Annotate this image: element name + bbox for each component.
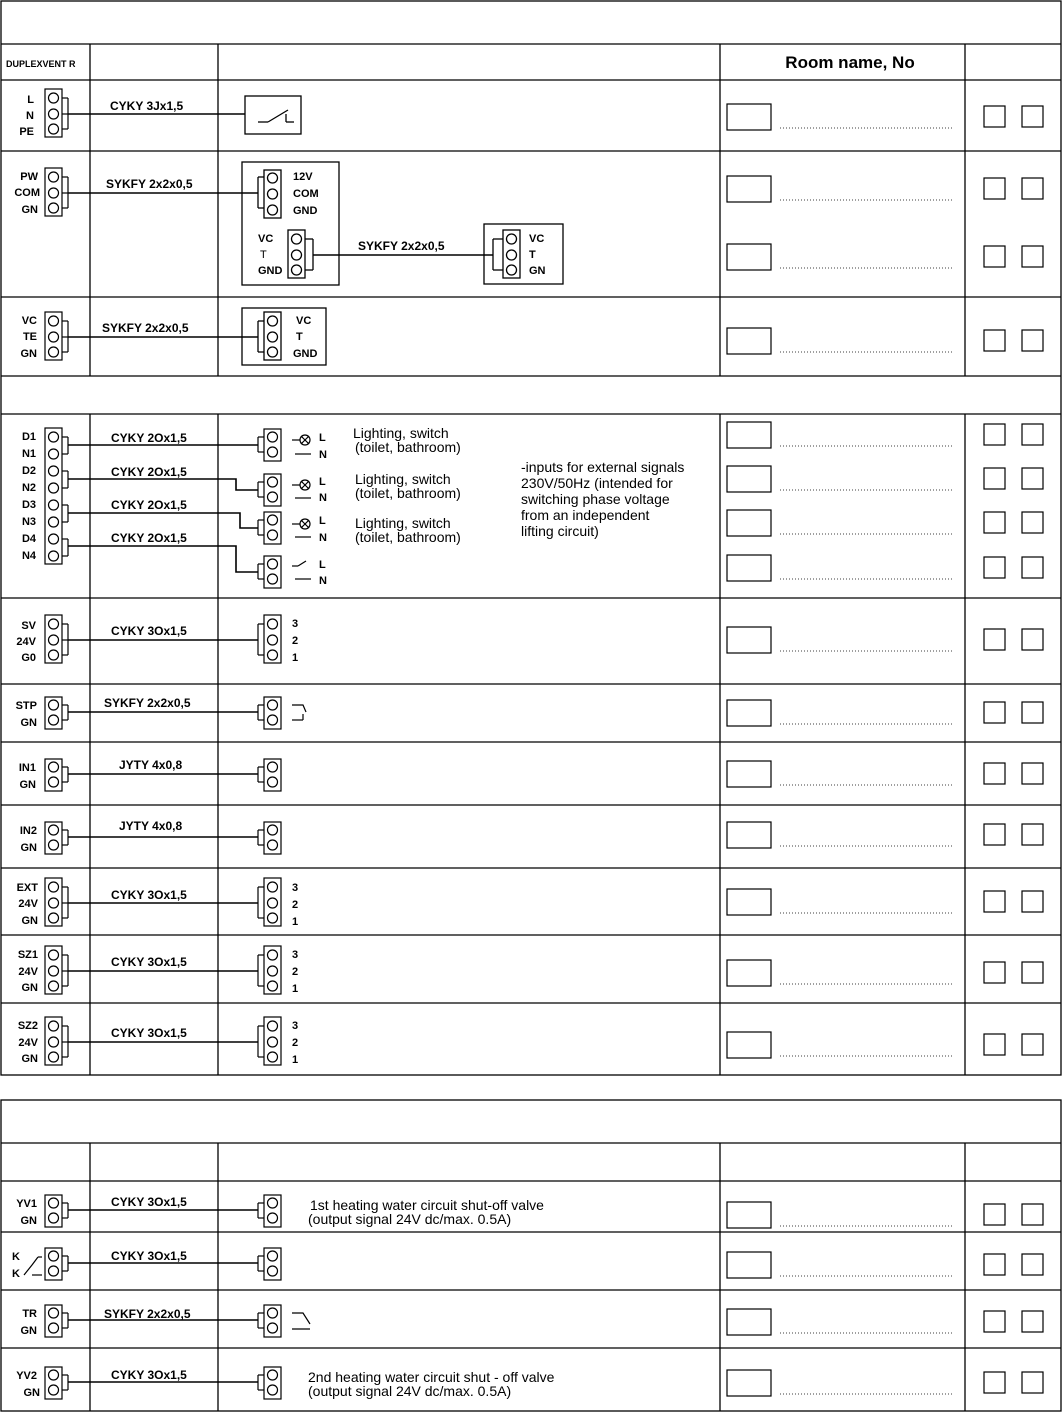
terminal-block-unit [45, 89, 245, 137]
cable-label: CYKY 3Ox1,5 [111, 888, 187, 902]
room-number-field[interactable] [727, 1202, 771, 1228]
terminal-label: IN2 [19, 825, 37, 837]
lamp-device-icon [258, 429, 311, 461]
device-terminal-label: 3 [292, 949, 299, 961]
terminal-label: SZ2 [17, 1020, 38, 1032]
checkbox[interactable] [1022, 1034, 1043, 1055]
unit-model-label: DUPLEXVENT R [6, 59, 76, 69]
cable-label: CYKY 2Ox1,5 [111, 531, 187, 545]
cable-label: CYKY 3Ox1,5 [111, 1026, 187, 1040]
checkbox[interactable] [984, 1254, 1005, 1275]
device-terminal-label: 2 [292, 1037, 299, 1049]
device-terminal-label: VC [296, 315, 312, 327]
checkbox[interactable] [1022, 246, 1043, 267]
device-terminal-label: 2 [292, 899, 299, 911]
checkbox[interactable] [984, 246, 1005, 267]
device-terminal-label: GN [529, 265, 546, 277]
terminal-label: N3 [21, 516, 36, 528]
lighting-note: Lighting, switch [355, 471, 451, 487]
room-number-field[interactable] [727, 466, 771, 492]
device-terminal-label: 1 [292, 652, 299, 664]
terminal-block-unit [45, 1017, 281, 1065]
checkbox[interactable] [1022, 763, 1043, 784]
device-terminal-label: 2 [292, 635, 299, 647]
checkbox[interactable] [1022, 824, 1043, 845]
inputs-note: 230V/50Hz (intended for [521, 475, 673, 491]
row-in2 [20, 819, 281, 854]
checkbox[interactable] [984, 702, 1005, 723]
lamp-terminal-label: N [319, 449, 327, 461]
lamp-terminal-label: L [319, 476, 326, 488]
checkbox[interactable] [1022, 512, 1043, 533]
room-number-field[interactable] [727, 328, 771, 354]
lighting-note: Lighting, switch [353, 425, 449, 441]
cable-label: CYKY 3Ox1,5 [111, 624, 187, 638]
terminal-label: L [27, 94, 34, 106]
device-terminal-label: 1 [292, 1054, 299, 1066]
lighting-note: Lighting, switch [355, 515, 451, 531]
row-sv [16, 615, 298, 664]
lamp-terminal-label: N [319, 575, 327, 587]
terminal-label: 24V [18, 966, 38, 978]
terminal-label: GN [21, 1053, 38, 1065]
terminal-label: D1 [21, 431, 36, 443]
checkbox[interactable] [984, 629, 1005, 650]
room-number-field[interactable] [727, 244, 771, 270]
row-power [19, 89, 301, 138]
checkbox[interactable] [984, 330, 1005, 351]
terminal-label: PW [20, 171, 38, 183]
checkbox[interactable] [1022, 330, 1043, 351]
terminal-label: 24V [16, 636, 36, 648]
device-terminal-label: 3 [292, 1020, 299, 1032]
cable-label: CYKY 3Ox1,5 [111, 1195, 187, 1209]
terminal-label: K [12, 1268, 20, 1280]
lighting-note: (toilet, bathroom) [355, 485, 461, 501]
cable-label: SYKFY 2x2x0,5 [358, 239, 445, 253]
device-terminal-label: GND [293, 348, 318, 360]
terminal-label: GN [20, 842, 37, 854]
valve-note: (output signal 24V dc/max. 0.5A) [308, 1211, 512, 1227]
device-terminal-label: T [529, 249, 536, 261]
cable-label: CYKY 3Ox1,5 [111, 1249, 187, 1263]
inputs-note: from an independent [521, 507, 650, 523]
terminal-label: GN [20, 717, 37, 729]
room-number-field[interactable] [727, 176, 771, 202]
cable-label: SYKFY 2x2x0,5 [106, 177, 193, 191]
checkbox[interactable] [984, 557, 1005, 578]
terminal-label: YV1 [16, 1198, 37, 1210]
terminal-label: GN [20, 348, 37, 360]
terminal-label: D3 [21, 499, 36, 511]
checkbox[interactable] [1022, 1254, 1043, 1275]
room-number-field[interactable] [727, 422, 771, 448]
form-fields [727, 104, 1043, 1396]
checkbox[interactable] [984, 1311, 1005, 1332]
row-yv1 [16, 1195, 544, 1227]
room-number-field[interactable] [727, 700, 771, 726]
terminal-label: GN [21, 982, 38, 994]
room-number-field[interactable] [727, 1032, 771, 1058]
room-number-field[interactable] [727, 960, 771, 986]
cable-label: CYKY 2Ox1,5 [111, 431, 187, 445]
terminal-label: STP [15, 700, 37, 712]
row-digital [22, 425, 684, 588]
inputs-note: lifting circuit) [521, 523, 599, 539]
checkbox[interactable] [1022, 468, 1043, 489]
terminal-block-unit [45, 878, 281, 926]
checkbox[interactable] [984, 763, 1005, 784]
lighting-note: (toilet, bathroom) [355, 529, 461, 545]
terminal-label: N2 [21, 482, 36, 494]
checkbox[interactable] [1022, 1204, 1043, 1225]
terminal-label: D4 [21, 533, 36, 545]
device-terminal-label: 3 [292, 618, 299, 630]
device-terminal-label: 1 [292, 983, 299, 995]
cable-label: SYKFY 2x2x0,5 [104, 696, 191, 710]
checkbox[interactable] [1022, 702, 1043, 723]
inputs-note: -inputs for external signals [521, 459, 685, 475]
device-terminal-label: 1 [292, 916, 299, 928]
checkbox[interactable] [984, 1204, 1005, 1225]
row-panel [14, 162, 563, 285]
terminal-block-unit [45, 168, 258, 216]
valve-note: (output signal 24V dc/max. 0.5A) [308, 1383, 512, 1399]
room-number-field[interactable] [727, 761, 771, 787]
row-temp [21, 308, 327, 365]
terminal-label: GN [20, 1215, 37, 1227]
terminal-label: VC [21, 315, 37, 327]
terminal-label: SV [21, 620, 36, 632]
device-terminal-label: T [296, 331, 303, 343]
terminal-label: N [26, 110, 34, 122]
checkbox[interactable] [984, 962, 1005, 983]
cable-label: CYKY 3Ox1,5 [111, 955, 187, 969]
checkbox[interactable] [1022, 1372, 1043, 1393]
terminal-label: 24V [18, 898, 38, 910]
device-terminal-label: 12V [293, 171, 313, 183]
device-terminal-label: 3 [292, 882, 299, 894]
checkbox[interactable] [984, 512, 1005, 533]
room-column-header: Room name, No [785, 53, 915, 72]
row-sz2 [18, 1017, 298, 1066]
row-ext [17, 878, 299, 928]
cable-label: JYTY 4x0,8 [119, 758, 183, 772]
cable-label: JYTY 4x0,8 [119, 819, 183, 833]
checkbox[interactable] [1022, 557, 1043, 578]
terminal-label: N1 [21, 448, 36, 460]
lamp-terminal-label: L [319, 559, 326, 571]
lamp-device-icon [258, 512, 311, 544]
switch-icon [245, 96, 301, 134]
terminal-label: GN [20, 1325, 37, 1337]
checkbox[interactable] [1022, 424, 1043, 445]
terminal-label: GN [23, 1387, 40, 1399]
row-stp [16, 696, 306, 729]
device-terminal-label: T [260, 249, 267, 261]
checkbox[interactable] [1022, 178, 1043, 199]
checkbox[interactable] [1022, 1311, 1043, 1332]
lamp-device-icon [258, 474, 311, 506]
cable-label: CYKY 2Ox1,5 [111, 465, 187, 479]
room-number-field[interactable] [727, 1309, 771, 1335]
room-number-field[interactable] [727, 1252, 771, 1278]
terminal-label: GN [21, 204, 38, 216]
device-terminal-label: COM [293, 188, 319, 200]
terminal-label: SZ1 [17, 949, 38, 961]
cable-label: CYKY 3Jx1,5 [110, 99, 184, 113]
room-number-field[interactable] [727, 1370, 771, 1396]
room-number-field[interactable] [727, 822, 771, 848]
terminal-label: TE [22, 331, 37, 343]
terminal-block-unit [45, 312, 258, 360]
checkbox[interactable] [984, 1034, 1005, 1055]
device-terminal-label: VC [258, 233, 274, 245]
device-terminal-label: VC [529, 233, 545, 245]
lamp-terminal-label: N [319, 492, 327, 504]
row-yv2 [16, 1367, 554, 1399]
room-number-field[interactable] [727, 510, 771, 536]
checkbox[interactable] [984, 891, 1005, 912]
terminal-label: TR [22, 1308, 37, 1320]
cable-label: CYKY 3Ox1,5 [111, 1368, 187, 1382]
terminal-label: N4 [21, 550, 36, 562]
terminal-label: COM [14, 187, 40, 199]
device-terminal-label: 2 [292, 966, 299, 978]
sensor-device-icon [484, 224, 563, 284]
device-terminal-label: GND [293, 205, 318, 217]
row-in1 [19, 758, 281, 791]
lamp-terminal-label: L [319, 515, 326, 527]
valve-note: 2nd heating water circuit shut - off valve [308, 1369, 555, 1385]
terminal-block-unit [45, 946, 281, 994]
checkbox[interactable] [984, 106, 1005, 127]
relay-contact-icon [24, 1257, 42, 1275]
terminal-label: D2 [21, 465, 36, 477]
checkbox[interactable] [984, 824, 1005, 845]
valve-note: 1st heating water circuit shut-off valve [310, 1197, 544, 1213]
row-tr [21, 1305, 311, 1337]
terminal-label: YV2 [16, 1370, 37, 1382]
room-number-field[interactable] [727, 889, 771, 915]
checkbox[interactable] [984, 1372, 1005, 1393]
lighting-note: (toilet, bathroom) [355, 439, 461, 455]
terminal-label: IN1 [18, 762, 36, 774]
inputs-note: switching phase voltage [521, 491, 670, 507]
terminal-label: PE [19, 126, 34, 138]
cable-label: CYKY 2Ox1,5 [111, 498, 187, 512]
terminal-label: G0 [21, 652, 36, 664]
terminal-label: GN [21, 915, 38, 927]
row-sz1 [18, 946, 298, 995]
room-number-field[interactable] [727, 555, 771, 581]
terminal-label: EXT [16, 882, 38, 894]
checkbox[interactable] [984, 468, 1005, 489]
checkbox[interactable] [984, 178, 1005, 199]
lamp-terminal-label: L [319, 432, 326, 444]
checkbox[interactable] [1022, 891, 1043, 912]
row-k [12, 1248, 281, 1280]
switch-input-icon [258, 556, 311, 588]
checkbox[interactable] [1022, 106, 1043, 127]
checkbox[interactable] [984, 424, 1005, 445]
lamp-terminal-label: N [319, 532, 327, 544]
terminal-block-unit [45, 615, 281, 663]
device-terminal-label: GND [258, 265, 283, 277]
room-number-field[interactable] [727, 627, 771, 653]
cable-label: SYKFY 2x2x0,5 [102, 321, 189, 335]
terminal-label: GN [19, 779, 36, 791]
cable-label: SYKFY 2x2x0,5 [104, 1307, 191, 1321]
terminal-label: 24V [18, 1037, 38, 1049]
checkbox[interactable] [1022, 629, 1043, 650]
room-number-field[interactable] [727, 104, 771, 130]
terminal-label: K [12, 1251, 20, 1263]
checkbox[interactable] [1022, 962, 1043, 983]
